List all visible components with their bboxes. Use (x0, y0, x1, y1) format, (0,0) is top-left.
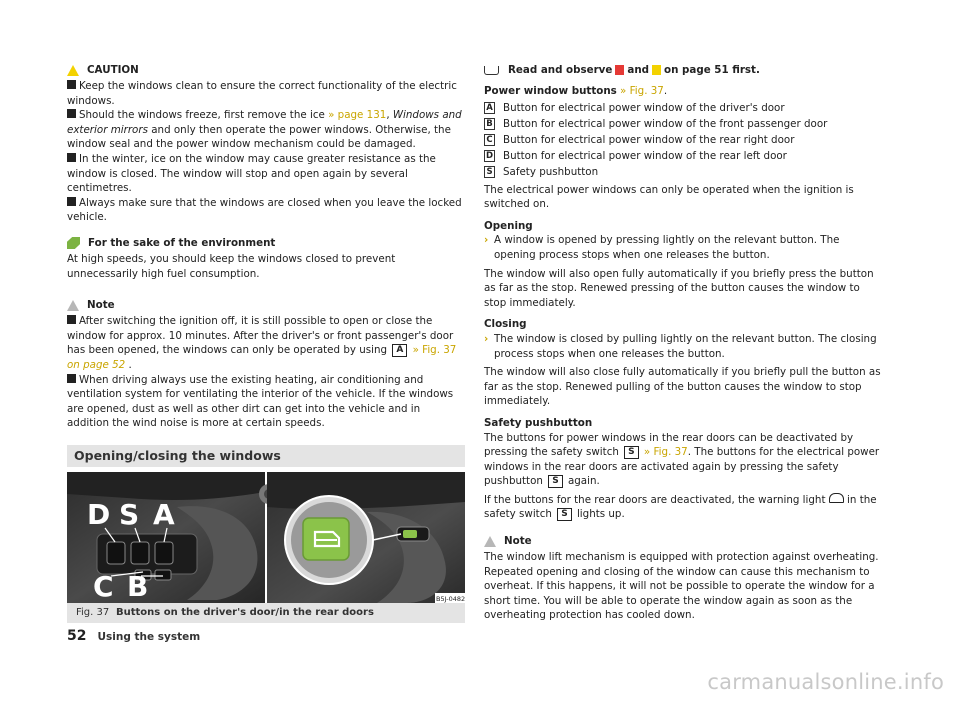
closing-text: The window will also close fully automatically if you briefly pull the button as far as the stop. Renewed pulling of the button causes the window to stop immediately. (484, 366, 881, 408)
legend-key: A (484, 102, 495, 114)
legend-item: C Button for electrical power window of the rear right door (484, 132, 882, 148)
figure-caption (67, 603, 465, 623)
fig-37-link-3[interactable]: » Fig. 37 (640, 446, 688, 459)
bullet-icon (67, 80, 76, 89)
arrow-icon: › (484, 332, 489, 345)
legend-key: D (485, 150, 494, 161)
figure-number: Fig. 37 (76, 607, 110, 619)
warning-red-icon (615, 65, 624, 75)
environment-heading: For the sake of the environment (67, 235, 465, 251)
figure-label-s: S (119, 497, 140, 531)
legend-item: S Safety pushbutton (484, 164, 882, 180)
caution-heading: CAUTION (67, 62, 465, 78)
car-window-icon (829, 493, 844, 503)
figure-caption-text: Buttons on the driver's door/in the rear doors (116, 607, 374, 619)
legend-item: A Button for electrical power window of the driver's door (484, 100, 882, 116)
bullet-icon (67, 374, 76, 383)
legend-item: B Button for electrical power window of the front passenger door (484, 116, 882, 132)
bullet-icon (67, 153, 76, 162)
arrow-icon: › (484, 234, 489, 247)
caution-item-3: In the winter, ice on the window may cause greater resistance as the window is closed. The window will stop and open again by several centimetres. (67, 152, 436, 195)
section-title: Opening/closing the windows (67, 445, 465, 467)
leaf-icon (67, 237, 80, 249)
safety-heading: Safety pushbutton (484, 416, 593, 429)
note-heading: Note (67, 297, 465, 313)
fig-37-link-2[interactable]: » Fig. 37 (616, 85, 664, 97)
button-legend (484, 100, 882, 180)
note-item-2: When driving always use the existing heating, air conditioning and ventilation system for ventilating the interior of the vehicle. If the windows are opened, dust as well as other dirt can get into the vehicle and in addition the wind noise is more at certain speeds. (67, 373, 454, 430)
bullet-icon (67, 109, 76, 118)
left-column (67, 62, 465, 623)
legend-key: C (484, 134, 495, 146)
opening-heading: Opening (484, 219, 533, 232)
read-observe-line: Read and observe and on page 51 first. (484, 62, 882, 78)
figure-37-image (67, 472, 465, 603)
note-text-right: The window lift mechanism is equipped with protection against overheating. Repeated opening and closing of the window can cause this mechanism to overheat. If this happens, it will not be possible to operate the window for a short time. You will be able to operate the window again as soon as the overheating protection has cooled down. (484, 551, 879, 622)
caution-yellow-icon (652, 65, 661, 75)
fig-37-link[interactable]: » Fig. 37 (409, 344, 457, 357)
caution-item-1: Keep the windows clean to ensure the correct functionality of the electric windows. (67, 80, 457, 107)
caution-item-4: Always make sure that the windows are closed when you leave the locked vehicle. (67, 196, 462, 224)
caution-item-2: Should the windows freeze, first remove the ice » page 131, Windows and exterior mirrors and only then operate the power windows. Otherwise, the window seal and the power window mechanism could be damaged. (67, 109, 462, 151)
note-heading-right: Note (484, 533, 882, 549)
key-a-badge: A (392, 344, 407, 357)
power-window-buttons-line: Power window buttons » Fig. 37. (484, 85, 668, 97)
page-number: 52 (67, 628, 87, 644)
note-item-1: After switching the ignition off, it is still possible to open or close the window for approx. 10 minutes. After the driver's or front passenger's door has been opened, the windows can only be operated by using A » Fig. 37 on page 52 . (67, 315, 457, 371)
opening-step: › A window is opened by pressing lightly on the relevant button. The opening process stops when one releases the button. (484, 234, 840, 261)
page-footer (67, 628, 200, 644)
figure-label-c: C (93, 569, 114, 603)
safety-text: The buttons for power windows in the rear doors can be deactivated by pressing the safety switch S » Fig. 37. The buttons for the electrical power windows in the rear doors are activated again by pressing the safety pushbutton S again. (484, 431, 880, 488)
figure-code: B5J-0482 (436, 594, 465, 603)
note-triangle-icon (484, 536, 496, 547)
right-column (484, 62, 882, 623)
key-s-badge: S (548, 475, 562, 488)
door-buttons-illustration (67, 472, 465, 603)
bullet-icon (67, 197, 76, 206)
opening-text: The window will also open fully automatically if you briefly press the button as far as the stop. Renewed pressing of the button causes the window to stop immediately. (484, 267, 874, 309)
figure-label-a: A (153, 497, 175, 531)
bullet-icon (67, 315, 76, 324)
legend-item: D Button for electrical power window of the rear left door (485, 149, 787, 162)
note-triangle-icon (67, 300, 79, 311)
legend-key: B (484, 118, 495, 130)
ignition-text: The electrical power windows can only be operated when the ignition is switched on. (484, 183, 854, 211)
figure-label-d: D (87, 497, 111, 531)
chapter-title: Using the system (97, 631, 201, 643)
page-131-link[interactable]: » page 131 (328, 109, 387, 122)
figure-label-b: B (127, 569, 149, 603)
key-s-badge: S (624, 446, 638, 459)
legend-key: S (484, 166, 495, 178)
caution-triangle-icon (67, 65, 79, 76)
environment-text: At high speeds, you should keep the windows closed to prevent unnecessarily high fuel consumption. (67, 252, 396, 280)
closing-heading: Closing (484, 318, 527, 331)
closing-step: › The window is closed by pulling lightly on the relevant button. The closing process stops when one releases the button. (484, 332, 877, 360)
watermark: carmanualsonline.info (707, 670, 944, 694)
book-icon (484, 66, 499, 75)
warning-light-text: If the buttons for the rear doors are deactivated, the warning light in the safety switch S lights up. (484, 493, 877, 521)
key-s-badge: S (557, 508, 571, 521)
